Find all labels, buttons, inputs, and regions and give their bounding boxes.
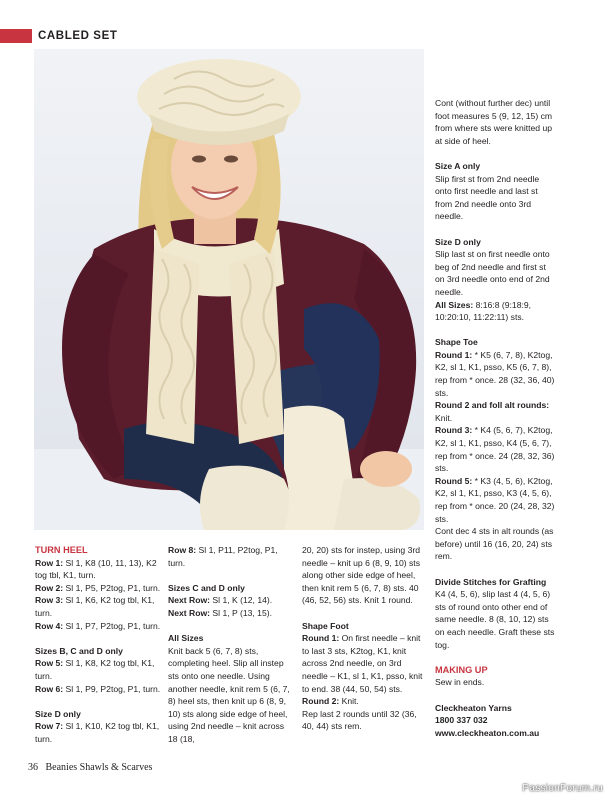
yarn-phone: 1800 337 032 xyxy=(435,715,488,726)
pattern-column-3 xyxy=(302,544,427,733)
pattern-column-2 xyxy=(168,544,295,746)
section-title: CABLED SET xyxy=(38,30,118,42)
heel-pickup-instruction: Knit back 5 (6, 7, 8) sts, completing heel. Slip all instep sts onto one needle. Using another needle, knit rem 5 (6, 7, 8) heel sts, then knit up 6 (8, 9, 10) sts along side edge of heel, using 2nd needle – knit across 18 (18, xyxy=(168,645,290,744)
subheading-size-a: Size A only xyxy=(435,160,481,171)
yarn-company: Cleckheaton Yarns xyxy=(435,702,512,713)
toe-round-5-instruction: Round 5: * K3 (4, 5, 6), K2tog, K2, sl 1, K1, psso, K3 (4, 5, 6), rep from * once. 20 (24, 28, 32) sts. xyxy=(435,475,555,524)
subheading-shape-foot: Shape Foot xyxy=(302,620,349,631)
toe-round-3-instruction: Round 3: * K4 (5, 6, 7), K2tog, K2, sl 1, K1, psso, K4 (5, 6, 7), rep from * once. 24 (28, 32, 36) sts. xyxy=(435,425,555,474)
watermark: PassionForum.ru xyxy=(522,783,603,794)
section-color-bar xyxy=(0,29,32,43)
row-2-instruction: Row 2: Sl 1, P5, P2tog, P1, turn. xyxy=(35,582,161,593)
grafting-instruction: K4 (4, 5, 6), slip last 4 (4, 5, 6) sts of round onto other end of same needle. 8 (8, 10, 12) sts on each needle. Graft these sts tog. xyxy=(435,589,555,650)
subheading-size-d-toe: Size D only xyxy=(435,236,481,247)
row-7-instruction: Row 7: Sl 1, K10, K2 tog tbl, K1, turn. xyxy=(35,721,160,744)
row-4-instruction: Row 4: Sl 1, P7, P2tog, P1, turn. xyxy=(35,620,161,631)
row-6-instruction: Row 6: Sl 1, P9, P2tog, P1, turn. xyxy=(35,683,161,694)
page-footer xyxy=(28,762,152,773)
row-5-instruction: Row 5: Sl 1, K8, K2 tog tbl, K1, turn. xyxy=(35,658,155,681)
instep-instruction: 20, 20) sts for instep, using 3rd needle – knit up 6 (8, 9, 10) sts along other side edge of heel, then knit rem 5 (6, 7, 8) sts. 40 (46, 52, 56) sts. Knit 1 round. xyxy=(302,545,420,606)
making-up-instruction: Sew in ends. xyxy=(435,677,485,688)
subheading-all-sizes: All Sizes xyxy=(168,633,204,644)
row-3-instruction: Row 3: Sl 1, K6, K2 tog tbl, K1, turn. xyxy=(35,595,155,618)
page-number: 36 xyxy=(28,762,38,773)
size-d-instruction: Slip last st on first needle onto beg of 2nd needle and first st on 3rd needle onto end of 2nd needle. xyxy=(435,249,550,297)
pattern-column-1 xyxy=(35,544,161,746)
toe-decrease-instruction: Cont dec 4 sts in alt rounds (as before) until 16 (16, 20, 24) sts rem. xyxy=(435,526,554,562)
next-row-2-instruction: Next Row: Sl 1, P (13, 15). xyxy=(168,607,272,618)
publication-title: Beanies Shawls & Scarves xyxy=(45,762,153,773)
subheading-shape-toe: Shape Toe xyxy=(435,337,478,348)
size-a-instruction: Slip first st from 2nd needle onto first needle and last st from 2nd needle onto 3rd needle. xyxy=(435,173,540,222)
yarn-website: www.cleckheaton.com.au xyxy=(435,727,540,738)
toe-round-2-instruction: Round 2 and foll alt rounds: Knit. xyxy=(435,400,550,423)
row-1-instruction: Row 1: Sl 1, K8 (10, 11, 13), K2 tog tbl, K1, turn. xyxy=(35,557,157,581)
toe-round-1-instruction: Round 1: * K5 (6, 7, 8), K2tog, K2, sl 1, K1, psso, K5 (6, 7, 8), rep from * once. 28 (32, 36, 40) sts. xyxy=(435,349,555,398)
foot-length-instruction: Cont (without further dec) until foot measures 5 (9, 12, 15) cm from where sts were knitted up at side of heel. xyxy=(435,98,553,146)
foot-round-1-instruction: Round 1: On first needle – knit to last 3 sts, K2tog, K1, knit across 2nd needle, on 3rd needle – K1, sl 1, K1, psso, knit to end. 38 (44, 50, 54) sts. xyxy=(302,633,423,694)
subheading-grafting: Divide Stitches for Grafting xyxy=(435,576,547,587)
section-heading-making-up: MAKING UP xyxy=(435,664,488,675)
all-sizes-count: All Sizes: 8:16:8 (9:18:9, 10:20:10, 11:22:11) sts. xyxy=(435,299,532,323)
row-8-instruction: Row 8: Sl 1, P11, P2tog, P1, turn. xyxy=(168,545,278,568)
foot-round-2-instruction: Round 2: Knit. xyxy=(302,696,359,707)
next-row-1-instruction: Next Row: Sl 1, K (12, 14). xyxy=(168,595,273,606)
subheading-sizes-bcd: Sizes B, C and D only xyxy=(35,645,123,656)
model-photo xyxy=(34,49,424,530)
subheading-sizes-cd: Sizes C and D only xyxy=(168,582,245,593)
subheading-size-d: Size D only xyxy=(35,708,81,719)
foot-repeat-instruction: Rep last 2 rounds until 32 (36, 40, 44) sts rem. xyxy=(302,708,417,732)
pattern-column-4 xyxy=(435,97,555,739)
section-heading-turn-heel: TURN HEEL xyxy=(35,545,88,555)
